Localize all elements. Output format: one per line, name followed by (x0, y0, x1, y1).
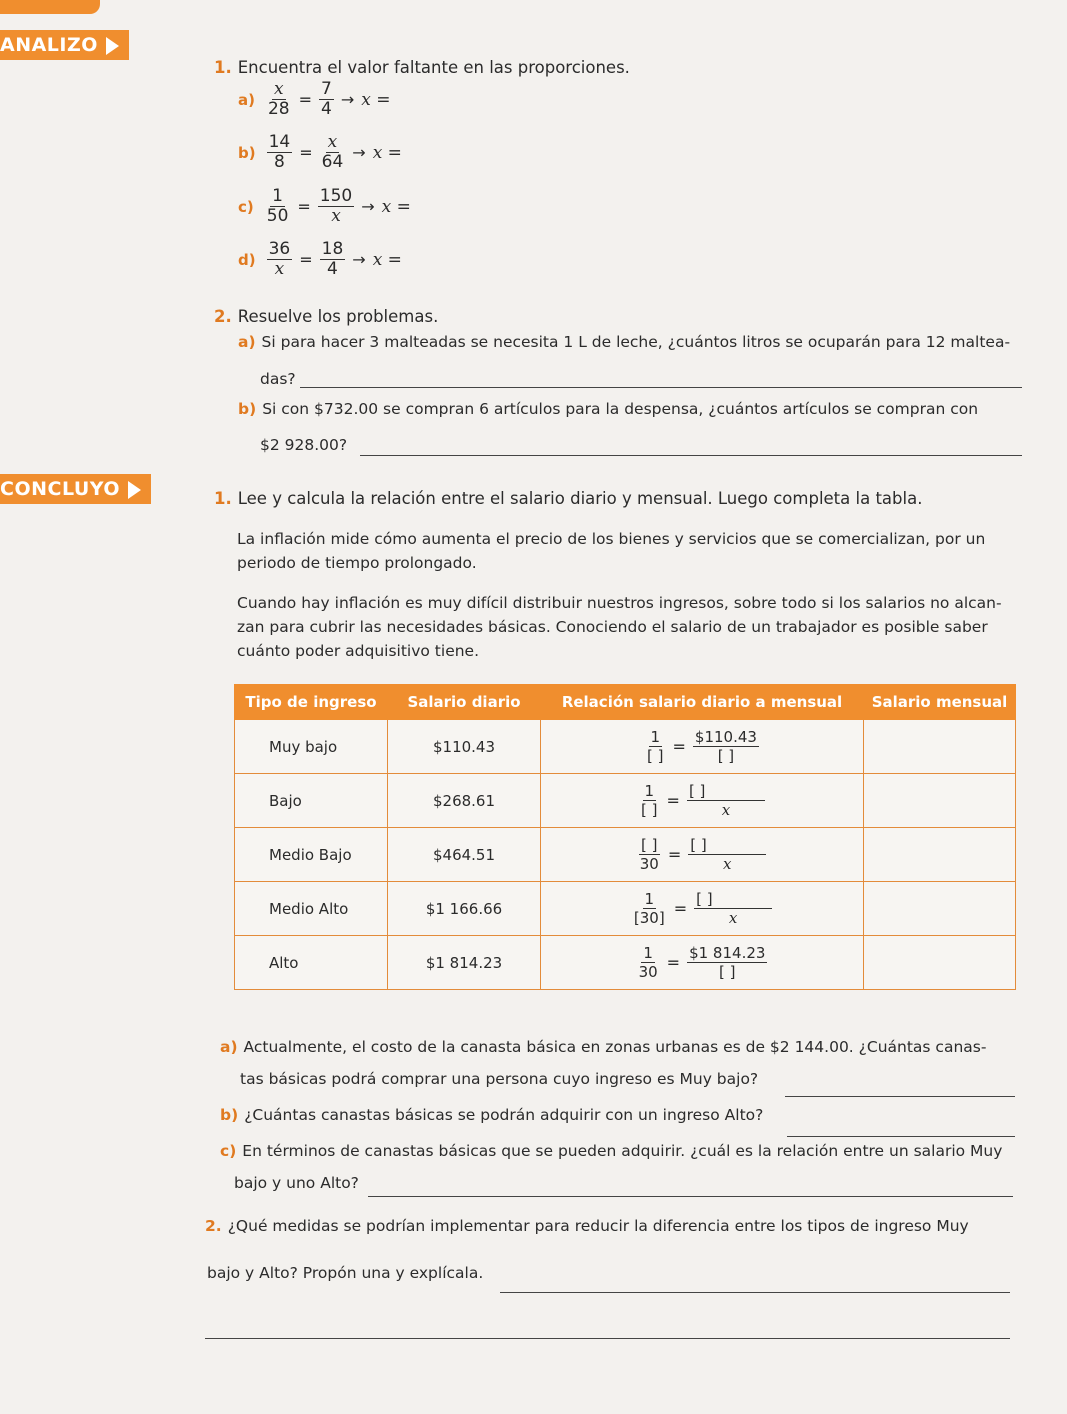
item-label: b) (238, 143, 256, 162)
top-orange-tab (0, 0, 100, 14)
salary-paragraph: Cuando hay inflación es muy difícil distribuir nuestros ingresos, sobre todo si los salarios no alcan-zan para cubrir las necesidades básicas. Conociendo el salario de un trabajador es posible saber cuánto poder adquisitivo tiene. (237, 594, 1002, 660)
arrow-right-icon: → (352, 250, 366, 269)
item-label: b) (220, 1106, 239, 1124)
table-row (235, 774, 1016, 828)
numerator: [ ] (694, 890, 772, 909)
question-c (220, 1140, 1020, 1162)
answer-line-a[interactable] (300, 387, 1022, 388)
header-income-type: Tipo de ingreso (235, 685, 388, 720)
numerator: 7 (321, 79, 332, 99)
numerator: 36 (268, 239, 291, 259)
analizo-label: ANALIZO (0, 34, 98, 56)
relation-cell[interactable]: $\frac{1}{[ ]}$ = $\frac{[ ]}{x}$ (541, 774, 864, 828)
problem-a-text: Si para hacer 3 malteadas se necesita 1 L de leche, ¿cuántos litros se ocuparán para 12 maltea- (261, 333, 1011, 351)
denominator: [ ] (717, 747, 735, 765)
concluyo-q1-heading (214, 489, 922, 508)
answer-line-b[interactable] (360, 455, 1022, 456)
denominator: 8 (274, 152, 285, 172)
denominator: [ ] (641, 801, 658, 819)
header-relation: Relación salario diario a mensual (541, 685, 864, 720)
proportion-d (238, 240, 402, 279)
q1-title: Lee y calcula la relación entre el salario diario y mensual. Luego completa la tabla. (237, 489, 923, 508)
denominator: [ ] (719, 963, 736, 981)
analizo-q2-heading (214, 307, 438, 326)
fraction-right (320, 240, 346, 279)
question-a (220, 1036, 1020, 1058)
fraction-right (318, 187, 354, 226)
numerator: 18 (321, 239, 344, 259)
play-arrow-icon (128, 481, 141, 499)
concluyo-q2-heading (205, 1215, 1015, 1237)
monthly-salary-cell[interactable] (864, 882, 1016, 936)
header-daily-salary: Salario diario (388, 685, 541, 720)
answer-line-qb[interactable] (787, 1136, 1015, 1137)
table-row (235, 882, 1016, 936)
fraction-right (320, 133, 346, 172)
numerator: 1 (643, 944, 653, 962)
item-label: a) (238, 90, 255, 109)
problem-b (238, 398, 978, 420)
denominator: 64 (321, 152, 344, 172)
result-label: x = (381, 196, 411, 217)
relation-cell[interactable]: $\frac{1}{[ ]}$ = $\frac{\$110.43}{[ ]}$ (541, 720, 864, 774)
fraction-right (319, 80, 334, 119)
q1-number: 1. (214, 58, 232, 77)
relation-cell[interactable]: $\frac{1}{[30]}$ = $\frac{[ ]}{x}$ (541, 882, 864, 936)
q2-text: ¿Qué medidas se podrían implementar para reducir la diferencia entre los tipos de ingreso Muy (227, 1217, 969, 1235)
result-label: x = (372, 249, 402, 270)
answer-line-q2-1[interactable] (500, 1292, 1010, 1293)
daily-salary-cell: $464.51 (388, 828, 541, 882)
equals-sign: = (299, 143, 313, 162)
numerator: 14 (268, 132, 291, 152)
table-header-row (235, 685, 1016, 720)
denominator: 4 (321, 99, 332, 119)
q1-number: 1. (214, 489, 232, 508)
denominator: x (728, 909, 738, 927)
numerator: 1 (272, 186, 283, 206)
q2-title: Resuelve los problemas. (237, 307, 439, 326)
q2-number: 2. (205, 1217, 222, 1235)
numerator: [ ] (688, 836, 766, 855)
inflation-paragraph: La inflación mide cómo aumenta el precio de los bienes y servicios que se comercializan, por un periodo de tiempo prolongado. (237, 530, 986, 572)
problem-b-text-end: $2 928.00? (260, 436, 348, 454)
daily-salary-cell: $1 814.23 (388, 936, 541, 990)
table-row (235, 720, 1016, 774)
arrow-right-icon: → (340, 90, 355, 109)
proportion-a (238, 80, 391, 119)
salary-table (234, 684, 1016, 990)
q2-number: 2. (214, 307, 232, 326)
header-monthly-salary: Salario mensual (864, 685, 1016, 720)
problem-b-text: Si con $732.00 se compran 6 artículos para la despensa, ¿cuántos artículos se compran con (262, 400, 979, 418)
income-type-cell: Muy bajo (235, 720, 388, 774)
item-label: a) (220, 1038, 238, 1056)
table-row (235, 936, 1016, 990)
numerator: x (327, 132, 338, 152)
denominator: 50 (266, 206, 289, 226)
item-label: d) (238, 250, 256, 269)
income-type-cell: Alto (235, 936, 388, 990)
relation-cell[interactable]: $\frac{1}{30}$ = $\frac{\$1 814.23}{[ ]}$ (541, 936, 864, 990)
item-label: a) (238, 333, 256, 351)
answer-line-q2-2[interactable] (205, 1338, 1010, 1339)
daily-salary-cell: $268.61 (388, 774, 541, 828)
question-b-text: ¿Cuántas canastas básicas se podrán adquirir con un ingreso Alto? (244, 1106, 764, 1124)
numerator: $1 814.23 (689, 944, 766, 962)
denominator: x (723, 855, 732, 873)
concluyo-tab (0, 474, 151, 504)
daily-salary-cell: $110.43 (388, 720, 541, 774)
question-a-text: Actualmente, el costo de la canasta básica en zonas urbanas es de $2 144.00. ¿Cuántas canas- (243, 1038, 987, 1056)
fraction-left (267, 133, 293, 172)
fraction-left (265, 187, 291, 226)
question-c-text: En términos de canastas básicas que se pueden adquirir. ¿cuál es la relación entre un salario Muy (242, 1142, 1003, 1160)
q1-title: Encuentra el valor faltante en las proporciones. (237, 58, 630, 77)
equals-sign: = (297, 197, 311, 216)
numerator: x (274, 79, 284, 99)
denominator: 30 (638, 963, 658, 981)
question-b (220, 1104, 763, 1126)
proportion-b (238, 133, 402, 172)
denominator: x (721, 801, 731, 819)
answer-line-qc[interactable] (368, 1196, 1013, 1197)
fraction-left (266, 80, 292, 119)
result-label: x = (361, 89, 391, 110)
problem-a (238, 331, 1010, 353)
denominator: x (274, 259, 285, 279)
numerator: 1 (644, 890, 655, 908)
monthly-salary-cell[interactable] (864, 828, 1016, 882)
fraction-left (267, 240, 293, 279)
income-type-cell: Medio Alto (235, 882, 388, 936)
analizo-tab (0, 30, 129, 60)
numerator: 1 (650, 728, 661, 746)
numerator: 1 (644, 782, 655, 800)
numerator: 150 (319, 186, 353, 206)
arrow-right-icon: → (361, 197, 375, 216)
item-label: c) (220, 1142, 237, 1160)
arrow-right-icon: → (352, 143, 366, 162)
analizo-q1-heading (214, 58, 630, 77)
monthly-salary-cell[interactable] (864, 774, 1016, 828)
numerator: $110.43 (694, 728, 757, 746)
q2-text-end: bajo y Alto? Propón una y explícala. (207, 1264, 484, 1282)
denominator: 28 (267, 99, 290, 119)
proportion-c (238, 187, 411, 226)
table-row (235, 828, 1016, 882)
answer-line-qa[interactable] (785, 1096, 1015, 1097)
denominator: 4 (327, 259, 338, 279)
concluyo-label: CONCLUYO (0, 478, 121, 500)
denominator: [30] (633, 909, 665, 927)
item-label: b) (238, 400, 257, 418)
numerator: [ ] (641, 836, 658, 854)
question-c-text-end: bajo y uno Alto? (234, 1174, 359, 1192)
numerator: [ ] (687, 782, 765, 801)
equals-sign: = (299, 250, 313, 269)
question-a-text-end: tas básicas podrá comprar una persona cuyo ingreso es Muy bajo? (240, 1070, 759, 1088)
item-label: c) (238, 197, 254, 216)
denominator: [ ] (647, 747, 664, 765)
denominator: x (331, 206, 341, 226)
equals-sign: = (298, 90, 313, 109)
problem-a-text-end: das? (260, 370, 296, 388)
relation-cell[interactable]: $\frac{[ ]}{30}$ = $\frac{[ ]}{x}$ (541, 828, 864, 882)
monthly-salary-cell[interactable] (864, 936, 1016, 990)
income-type-cell: Medio Bajo (235, 828, 388, 882)
result-label: x = (372, 142, 402, 163)
income-type-cell: Bajo (235, 774, 388, 828)
monthly-salary-cell[interactable] (864, 720, 1016, 774)
play-arrow-icon (106, 37, 119, 55)
denominator: 30 (639, 855, 659, 873)
daily-salary-cell: $1 166.66 (388, 882, 541, 936)
